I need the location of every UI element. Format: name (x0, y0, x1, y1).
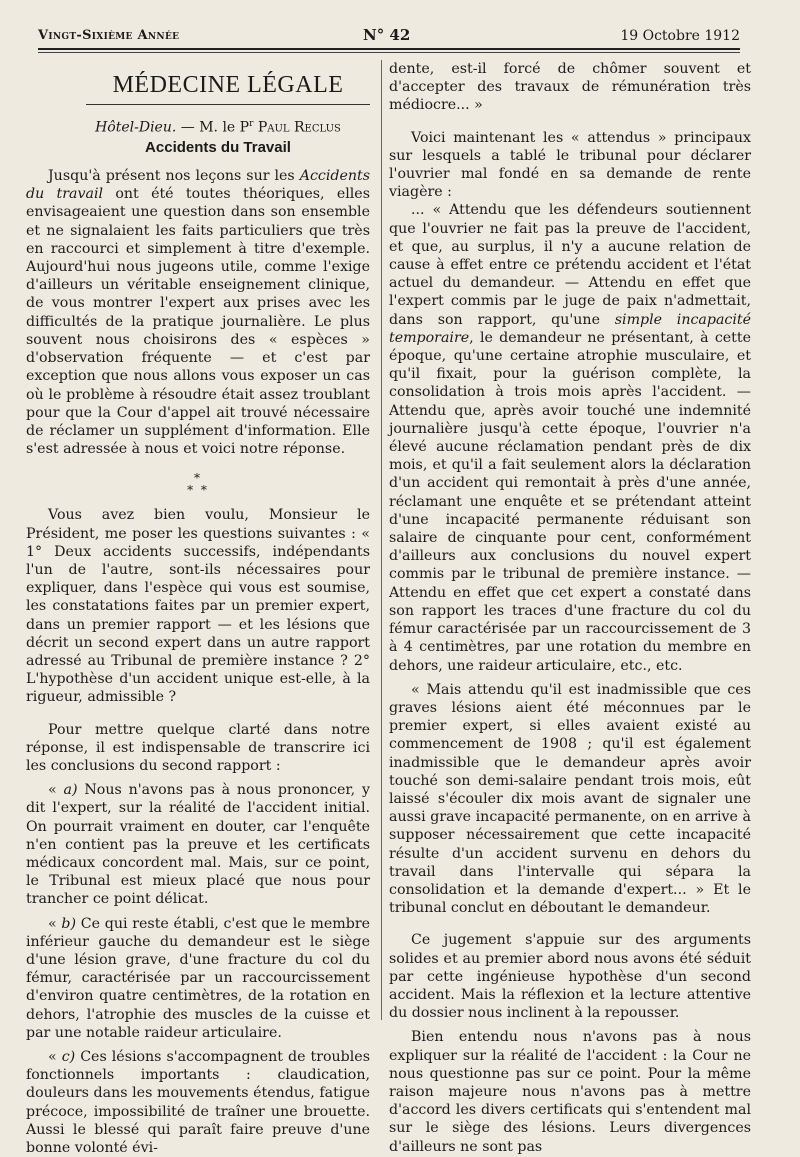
text-segment: Ce qui reste établi, c'est que le membre inférieur gauche du demandeur est le siège d'une lésion grave, d'une fracture du col du fémur, caractérisée par un raccourcissement d'environ quatre centimètres, de la rotation en dehors, l'atrophie des muscles de la cuisse et par une notable raideur articulaire. (26, 915, 370, 1041)
text-segment: Ce jugement s'appuie sur des arguments solides et au premier abord nous avons été séduit par cette ingénieuse hypothèse d'un second accident. Mais la réflexion et la lecture attentive du dossier nous inclinent à la repousser. (389, 932, 751, 1022)
text-segment: ... « Attendu que les défendeurs soutiennent que l'ouvrier ne fait pas la preuve de l'accident, et que, au surplus, il n'y a aucune relation de cause à effet entre ce prétendu accident et l'état actuel du demandeur. — Attendu en effet que l'expert commis par le juge de paix n'admettait, dans son rapport, qu'une (389, 202, 751, 328)
byline-title-suffix: r (249, 119, 254, 129)
paragraph (389, 201, 751, 674)
title-rule (86, 104, 370, 105)
byline (66, 115, 370, 137)
text-segment: Nous n'avons pas à nous prononcer, y dit l'expert, sur la réalité de l'accident initial. On pourrait vraiment en douter, car l'enquête n'en contient pas la preuve et les certificats médicaux concordent mal. Mais, sur ce point, le Tribunal est mieux placé que nous pour trancher ce point délicat. (26, 782, 370, 908)
paragraph (26, 167, 370, 458)
text-segment: « (48, 1049, 62, 1065)
text-segment: dente, est-il forcé de chômer souvent et d'accepter des travaux de rémunération très médiocre... » (389, 61, 751, 114)
italic-text: a) (63, 782, 78, 799)
header-issue-number: N° 42 (363, 26, 411, 44)
paragraph (389, 60, 751, 115)
italic-text: simple incapacité temporaire (389, 311, 752, 346)
text-segment: « (48, 915, 62, 932)
text-segment: « Mais attendu qu'il est inadmissible que ces graves lésions aient été méconnues par le premier expert, si elles avaient existé au commencement de 1908 ; qu'il est également inadmissible que le demandeur après avoir touché son demi-salaire pendant trois mois, eût laissé s'écouler dix mois avant de signaler une aussi grave incapacité permanente, on en arrive à supposer nécessairement que cette incapacité résulte d'un accident survenu en dehors du travail dans l'intervalle qui sépara la consolidation et la demande d'expert... » Et le tribunal conclut en déboutant le demandeur. (389, 681, 751, 917)
article-subtitle: Accidents du Travail (145, 138, 291, 156)
italic-text: b) (61, 915, 77, 932)
header-date: 19 Octobre 1912 (620, 28, 740, 44)
left-column (26, 60, 370, 1157)
text-segment: Jusqu'à présent nos leçons sur les (48, 168, 300, 185)
column-separator (381, 60, 382, 1020)
byline-place: Hôtel-Dieu. (95, 119, 177, 136)
text-segment: « (48, 782, 64, 799)
header-rule-thick (38, 48, 740, 50)
paragraph (389, 129, 751, 202)
paragraph (26, 506, 370, 706)
italic-text: c) (61, 1049, 76, 1065)
text-segment: Ces lésions s'accompagnent de troubles fonctionnels importants : claudication, douleurs dans les mouvements étendus, fatigue précoce, impossibilité de traîner une brouette. Aussi le blessé qui paraît faire preuve d'une bonne volonté évi- (26, 1049, 370, 1157)
byline-separator: — M. le P (176, 119, 250, 136)
paragraph (389, 931, 751, 1022)
header-rule-thin (38, 52, 740, 53)
paragraph (26, 915, 370, 1042)
paragraph (26, 1048, 370, 1157)
italic-text: Accidents du travail (26, 168, 370, 203)
section-stars: * * * (187, 471, 209, 498)
text-segment: Voici maintenant les « attendus » principaux sur lesquels a tablé le tribunal pour déclarer l'ouvrier mal fondé en sa demande de rente viagère : (389, 129, 751, 201)
text-segment: Bien entendu nous n'avons pas à nous expliquer sur la réalité de l'accident : la Cour ne nous questionne pas sur ce point. Pour la même raison majeure nous n'avons pas à mettre d'accord les divers certificats qui s'entendent mal sur le siège des lésions. Leurs divergences d'ailleurs ne sont pas (389, 1029, 751, 1155)
text-segment: Pour mettre quelque clarté dans notre réponse, il est indispensable de transcrire ici les conclusions du second rapport : (26, 721, 370, 774)
text-segment: ont été toutes théoriques, elles envisageaient une question dans son ensemble et ne signalaient les faits particuliers que très en raccourci et simplement à titre d'exemple. Aujourd'hui nous jugeons utile, comme l'exige d'ailleurs un véritable enseignement clinique, de vous montrer l'expert aux prises avec les difficultés de la pratique journalière. Le plus souvent nous choisirons des « espèces » d'observation fréquente — et c'est par exception que nous allons vous exposer un cas où le problème à résoudre était assez troublant pour que la Cour d'appel ait trouvé nécessaire de réclamer un supplément d'information. Elle s'est adressée à nous et voici notre réponse. (26, 186, 370, 458)
paragraph (26, 781, 370, 908)
right-column (389, 60, 751, 1156)
byline-author: Paul Reclus (253, 119, 341, 136)
paragraph (389, 681, 751, 918)
paragraph (26, 721, 370, 776)
text-segment: Vous avez bien voulu, Monsieur le Président, me poser les questions suivantes : « 1° Deux accidents successifs, indépendants l'un de l'autre, sont-ils nécessaires pour expliquer, dans l'espèce qui vous est soumise, les constatations faites par un premier expert, dans un premier rapport — et les lésions que décrit un second expert dans un autre rapport adressé au Tribunal de première instance ? 2° L'hypothèse d'un accident unique est-elle, à la rigueur, admissible ? (26, 507, 370, 706)
paragraph (389, 1028, 751, 1155)
section-title: MÉDECINE LÉGALE (112, 72, 344, 98)
page-header (38, 28, 740, 48)
text-segment: , le demandeur ne présentant, à cette époque, qu'une certaine atrophie musculaire, et qu'il fixait, pour la guérison complète, la consolidation à trois mois après l'accident. — Attendu que, après avoir touché une indemnité journalière jusqu'à cette époque, l'ouvrier n'a élevé aucune réclamation pendant près de dix mois, et qu'il a fait seulement alors la déclaration d'un accident qui remontait à près d'une année, réclamant une enquête et se prétendant atteint d'une incapacité permanente réduisant son salaire de cinquante pour cent, conformément d'ailleurs aux conclusions du nouvel expert commis par le tribunal de première instance. — Attendu en effet que cet expert a constaté dans son rapport les traces d'une fracture du col du fémur caractérisée par un raccourcissement de 3 à 4 centimètres, par une rotation du membre en dehors, une raideur articulaire, etc., etc. (389, 329, 751, 674)
header-year: Vingt-Sixième Année (38, 28, 180, 43)
